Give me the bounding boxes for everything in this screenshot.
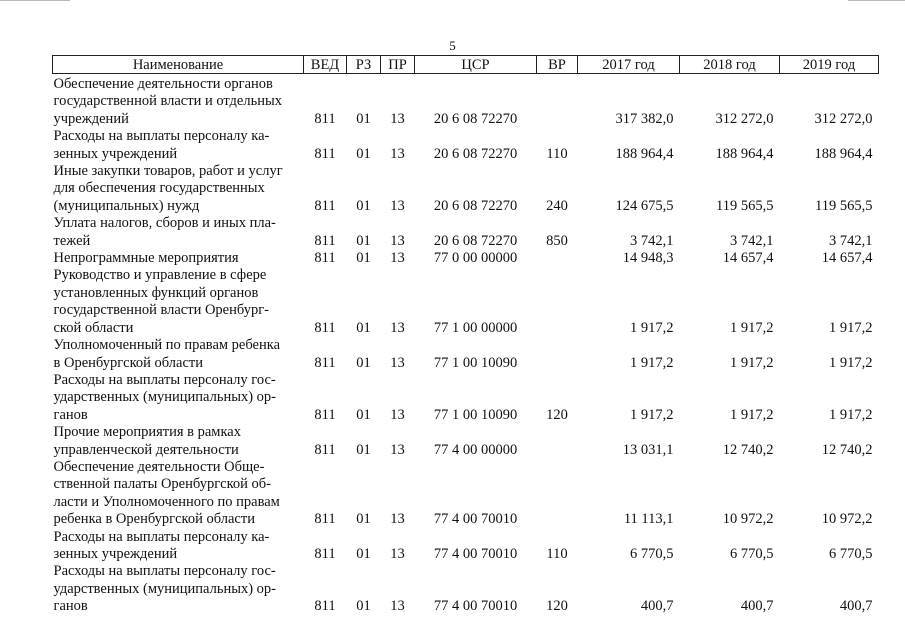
- cell-ved: 811: [314, 319, 336, 336]
- cell-name-line: Обеспечение деятельности Обще-: [53, 458, 265, 475]
- cell-pr: 13: [390, 598, 405, 615]
- cell-2019: 1 917,2: [829, 354, 873, 371]
- cell-csr: 20 6 08 72270: [433, 145, 518, 162]
- table-row: [53, 74, 879, 129]
- cell-2017: 400,7: [640, 598, 674, 615]
- cell-2019: 188 964,4: [814, 145, 873, 162]
- cell-2019: 6 770,5: [829, 545, 873, 562]
- cell-2018: 312 272,0: [715, 110, 774, 127]
- cell-vr: 120: [546, 406, 568, 423]
- cell-name: [53, 424, 304, 459]
- cell-2019: 12 740,2: [821, 441, 873, 458]
- cell-name-line: (муниципальных) нужд: [53, 197, 200, 214]
- table-row: [53, 372, 879, 424]
- cell-2018: 119 565,5: [716, 197, 774, 214]
- cell-pr: 13: [390, 145, 405, 162]
- col-header-csr: ЦСР: [415, 56, 537, 74]
- cell-2017: 1 917,2: [630, 406, 674, 423]
- cell-ved: 811: [314, 598, 336, 615]
- cell-vr: 110: [546, 545, 568, 562]
- cell-ved: 811: [314, 110, 336, 127]
- col-header-rz: РЗ: [347, 56, 381, 74]
- cell-2019: 10 972,2: [821, 511, 873, 528]
- cell-ved: 811: [314, 406, 336, 423]
- cell-name: [53, 250, 304, 267]
- cell-name: [53, 529, 304, 564]
- table-row: [53, 529, 879, 564]
- cell-pr: 13: [390, 197, 405, 214]
- cell-ved: 811: [314, 197, 336, 214]
- cell-name: [53, 372, 304, 424]
- cell-pr: 13: [390, 441, 405, 458]
- cell-2019: 14 657,4: [821, 250, 873, 267]
- table-row: [53, 459, 879, 529]
- cell-ved: 811: [314, 250, 336, 267]
- cell-vr: [537, 267, 578, 337]
- cell-csr: 77 4 00 70010: [433, 598, 518, 615]
- cell-2019: 400,7: [839, 598, 873, 615]
- cell-vr: 120: [546, 598, 568, 615]
- cell-csr: 77 4 00 70010: [433, 545, 518, 562]
- cell-2017: 3 742,1: [630, 232, 674, 249]
- cell-vr: [537, 337, 578, 372]
- cell-name-line: установленных функций органов: [53, 284, 259, 301]
- cell-name-line: зенных учреждений: [53, 145, 178, 162]
- cell-name-line: ласти и Уполномоченного по правам: [53, 493, 280, 510]
- cell-name-line: зенных учреждений: [53, 545, 178, 562]
- cell-2017: 6 770,5: [630, 545, 674, 562]
- cell-rz: 01: [356, 406, 371, 423]
- cell-ved: 811: [314, 441, 336, 458]
- cell-name-line: Расходы на выплаты персоналу гос-: [53, 371, 276, 388]
- budget-table-container: [52, 55, 878, 616]
- col-header-pr: ПР: [381, 56, 415, 74]
- cell-csr: 77 4 00 00000: [433, 441, 518, 458]
- cell-name-line: учреждений: [53, 110, 129, 127]
- table-header-row: [53, 56, 879, 74]
- table-row: [53, 267, 879, 337]
- cell-name-line: Уполномоченный по правам ребенка: [53, 337, 281, 354]
- cell-vr: 110: [546, 145, 568, 162]
- cell-name: [53, 337, 304, 372]
- cell-vr: 850: [546, 232, 568, 249]
- cell-name-line: Обеспечение деятельности органов: [53, 76, 273, 92]
- cell-ved: 811: [314, 232, 336, 249]
- cell-vr: [537, 250, 578, 267]
- cell-name-line: Прочие мероприятия в рамках: [53, 424, 241, 441]
- cell-name-line: Непрограммные мероприятия: [53, 250, 239, 267]
- cell-pr: 13: [390, 250, 405, 267]
- cell-name-line: государственной власти Оренбург-: [53, 302, 269, 319]
- cell-name-line: Расходы на выплаты персоналу ка-: [53, 528, 270, 545]
- cell-name: [53, 215, 304, 250]
- cell-name: [53, 163, 304, 215]
- cell-csr: 20 6 08 72270: [433, 110, 518, 127]
- cell-rz: 01: [356, 197, 371, 214]
- cell-2017: 188 964,4: [615, 145, 674, 162]
- cell-csr: 20 6 08 72270: [433, 232, 518, 249]
- cell-2018: 400,7: [740, 598, 774, 615]
- cell-name-line: для обеспечения государственных: [53, 180, 265, 197]
- col-header-vr: ВР: [537, 56, 578, 74]
- cell-name-line: управленческой деятельности: [53, 441, 239, 458]
- cell-2018: 3 742,1: [730, 232, 774, 249]
- cell-pr: 13: [390, 406, 405, 423]
- cell-2019: 312 272,0: [814, 110, 873, 127]
- cell-rz: 01: [356, 110, 371, 127]
- cell-2017: 317 382,0: [615, 110, 674, 127]
- cell-2018: 10 972,2: [722, 511, 774, 528]
- cell-vr: 240: [546, 197, 568, 214]
- cell-name-line: ганов: [53, 598, 88, 615]
- cell-2018: 14 657,4: [722, 250, 774, 267]
- cell-2019: 3 742,1: [829, 232, 873, 249]
- cell-ved: 811: [314, 145, 336, 162]
- cell-name-line: Иные закупки товаров, работ и услуг: [53, 163, 283, 180]
- cell-2018: 12 740,2: [722, 441, 774, 458]
- table-row: [53, 215, 879, 250]
- cell-name-line: Руководство и управление в сфере: [53, 267, 267, 284]
- cell-name-line: ской области: [53, 319, 134, 336]
- cell-2019: 1 917,2: [829, 406, 873, 423]
- cell-2017: 1 917,2: [630, 354, 674, 371]
- cell-name: [53, 563, 304, 615]
- cell-rz: 01: [356, 250, 371, 267]
- cell-rz: 01: [356, 545, 371, 562]
- cell-name-line: ребенка в Оренбургской области: [53, 511, 255, 528]
- cell-2018: 1 917,2: [730, 354, 774, 371]
- cell-rz: 01: [356, 354, 371, 371]
- cell-name: [53, 459, 304, 529]
- cell-csr: 77 1 00 10090: [433, 354, 518, 371]
- cell-name-line: ганов: [53, 406, 88, 423]
- page-number: 5: [449, 38, 456, 53]
- table-row: [53, 128, 879, 163]
- budget-table: [52, 55, 879, 616]
- cell-csr: 77 4 00 70010: [433, 511, 518, 528]
- cell-name: [53, 128, 304, 163]
- cell-pr: 13: [390, 511, 405, 528]
- table-row: [53, 337, 879, 372]
- table-row: [53, 163, 879, 215]
- cell-rz: 01: [356, 441, 371, 458]
- cell-name-line: ственной палаты Оренбургской об-: [53, 476, 271, 493]
- cell-ved: 811: [314, 511, 336, 528]
- cell-2018: 188 964,4: [715, 145, 774, 162]
- table-row: [53, 424, 879, 459]
- cell-rz: 01: [356, 511, 371, 528]
- cell-2018: 6 770,5: [730, 545, 774, 562]
- cell-2017: 11 113,1: [623, 511, 674, 528]
- col-header-name: Наименование: [53, 56, 304, 74]
- cell-2019: 119 565,5: [815, 197, 873, 214]
- cell-name: [53, 74, 304, 129]
- cell-rz: 01: [356, 598, 371, 615]
- cell-name-line: Расходы на выплаты персоналу ка-: [53, 128, 270, 145]
- cell-2017: 14 948,3: [622, 250, 674, 267]
- cell-name: [53, 267, 304, 337]
- cell-2018: 1 917,2: [730, 319, 774, 336]
- cell-pr: 13: [390, 545, 405, 562]
- cell-pr: 13: [390, 319, 405, 336]
- cell-csr: 77 1 00 00000: [433, 319, 518, 336]
- cell-name-line: государственной власти и отдельных: [53, 93, 282, 110]
- cell-2017: 1 917,2: [630, 319, 674, 336]
- scan-edge-right: [848, 0, 905, 1]
- cell-vr: [537, 424, 578, 459]
- cell-name-line: ударственных (муниципальных) ор-: [53, 580, 277, 597]
- cell-vr: [537, 74, 578, 129]
- cell-name-line: ударственных (муниципальных) ор-: [53, 389, 277, 406]
- cell-2019: 1 917,2: [829, 319, 873, 336]
- table-body: [53, 74, 879, 616]
- cell-pr: 13: [390, 232, 405, 249]
- col-header-2019: 2019 год: [780, 56, 879, 74]
- cell-2018: 1 917,2: [730, 406, 774, 423]
- cell-name-line: тежей: [53, 232, 91, 249]
- cell-rz: 01: [356, 232, 371, 249]
- cell-vr: [537, 459, 578, 529]
- table-row: [53, 250, 879, 267]
- cell-csr: 77 1 00 10090: [433, 406, 518, 423]
- cell-name-line: Расходы на выплаты персоналу гос-: [53, 563, 276, 580]
- cell-name-line: в Оренбургской области: [53, 354, 204, 371]
- cell-csr: 20 6 08 72270: [433, 197, 518, 214]
- cell-pr: 13: [390, 110, 405, 127]
- cell-ved: 811: [314, 545, 336, 562]
- col-header-2018: 2018 год: [680, 56, 780, 74]
- cell-rz: 01: [356, 145, 371, 162]
- scan-edge-left: [0, 0, 70, 1]
- table-row: [53, 563, 879, 615]
- col-header-ved: ВЕД: [304, 56, 347, 74]
- cell-ved: 811: [314, 354, 336, 371]
- cell-csr: 77 0 00 00000: [433, 250, 518, 267]
- cell-pr: 13: [390, 354, 405, 371]
- cell-2017: 124 675,5: [615, 197, 674, 214]
- cell-2017: 13 031,1: [622, 441, 674, 458]
- cell-name-line: Уплата налогов, сборов и иных пла-: [53, 215, 276, 232]
- cell-rz: 01: [356, 319, 371, 336]
- col-header-2017: 2017 год: [578, 56, 680, 74]
